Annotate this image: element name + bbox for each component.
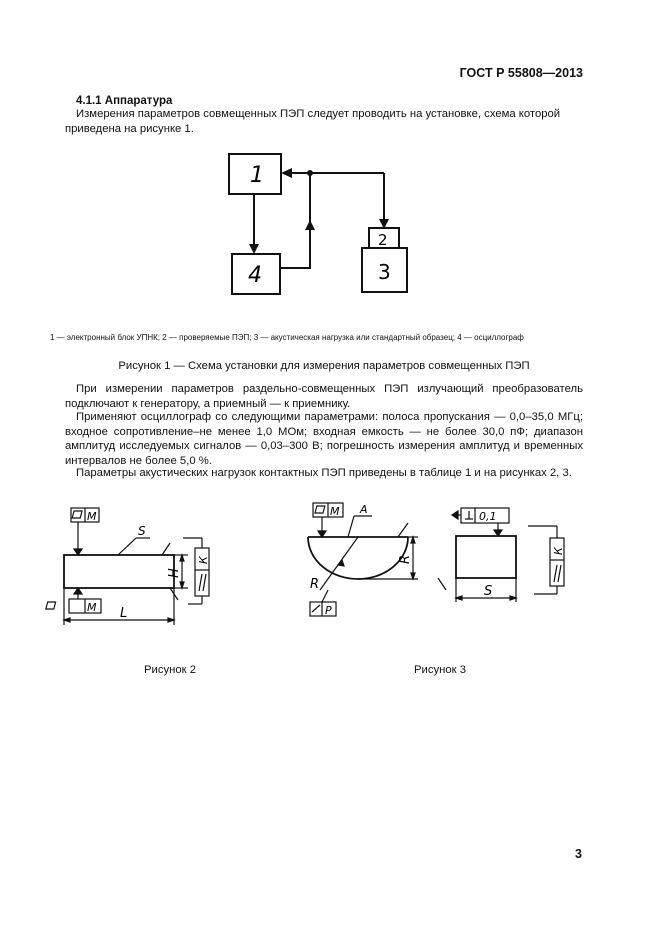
frame-bottom-label: М (87, 601, 97, 614)
figure-3-caption: Рисунок 3 (413, 664, 467, 676)
radius-r-label: R (310, 577, 320, 592)
half-cylinder-body (308, 537, 408, 579)
block-body (64, 555, 174, 588)
profile-frame-curve (310, 602, 336, 616)
figure-2-caption: Рисунок 2 (143, 664, 197, 676)
junction-node (307, 170, 313, 176)
figure-2-drawing (58, 500, 218, 630)
page-number: 3 (575, 847, 582, 861)
block-1-label: 1 (250, 163, 264, 188)
block-2-label: 2 (378, 231, 388, 249)
figure-1-legend: 1 — электронный блок УПНК; 2 — проверяемые ПЭП; 3 — акустическая нагрузка или стандартный образец; 4 — осциллограф (50, 333, 524, 342)
ref-a-label: А (360, 503, 368, 516)
perp-tol-label: 0,1 (479, 510, 497, 523)
arrow-to-block-1 (281, 168, 292, 178)
height-r-label: R (398, 554, 413, 564)
figure-1-diagram (220, 150, 420, 300)
frame-flat-label: М (330, 505, 340, 518)
standard-number: ГОСТ Р 55808—2013 (459, 66, 583, 80)
paragraph-3: Применяют осциллограф со следующими параметрами: полоса пропускания — 0,0–35,0 МГц; входное сопротивление–не менее 1,0 МОм; входная емкость — не более 30,0 пФ; диапазон амплитуд исследуемых сигналов — 0,03–300 В; погрешность измерения амплитуд и временных интервалов не более 5,0 %. (65, 411, 583, 467)
frame-curve-label: Р (325, 604, 332, 617)
block-3-label: 3 (378, 260, 391, 284)
figure-1-caption: Рисунок 1 — Схема установки для измерения параметров совмещенных ПЭП (118, 360, 530, 372)
paragraph-2: При измерении параметров раздельно-совмещенных ПЭП излучающий преобразователь подключают к генератору, а приемный — к приемнику. (65, 383, 583, 410)
parallel-ref-label: К (197, 556, 210, 564)
section-title: 4.1.1 Аппаратура (76, 95, 173, 107)
block-4-label: 4 (248, 263, 262, 288)
dim-s-label: S (138, 524, 146, 538)
intro-paragraph: Измерения параметров совмещенных ПЭП следует проводить на установке, схема которой приведена на рисунке 1. (65, 108, 561, 135)
arrow-to-block-4 (249, 244, 259, 254)
rect-block-body (456, 536, 516, 578)
figure-3-drawing (298, 498, 588, 628)
dim-h-label: H (167, 568, 182, 578)
parallelism-frame (195, 548, 209, 596)
arrow-up-return (305, 220, 315, 230)
parallelism-frame-3 (550, 538, 564, 586)
paragraph-4: Параметры акустических нагрузок контактных ПЭП приведены в таблице 1 и на рисунках 2, 3. (76, 467, 572, 479)
frame-top-label: М (87, 510, 97, 523)
dim-l-label: L (120, 606, 128, 621)
parallel-ref-label-3: К (552, 547, 565, 555)
dim-s-label-3: S (484, 584, 493, 599)
